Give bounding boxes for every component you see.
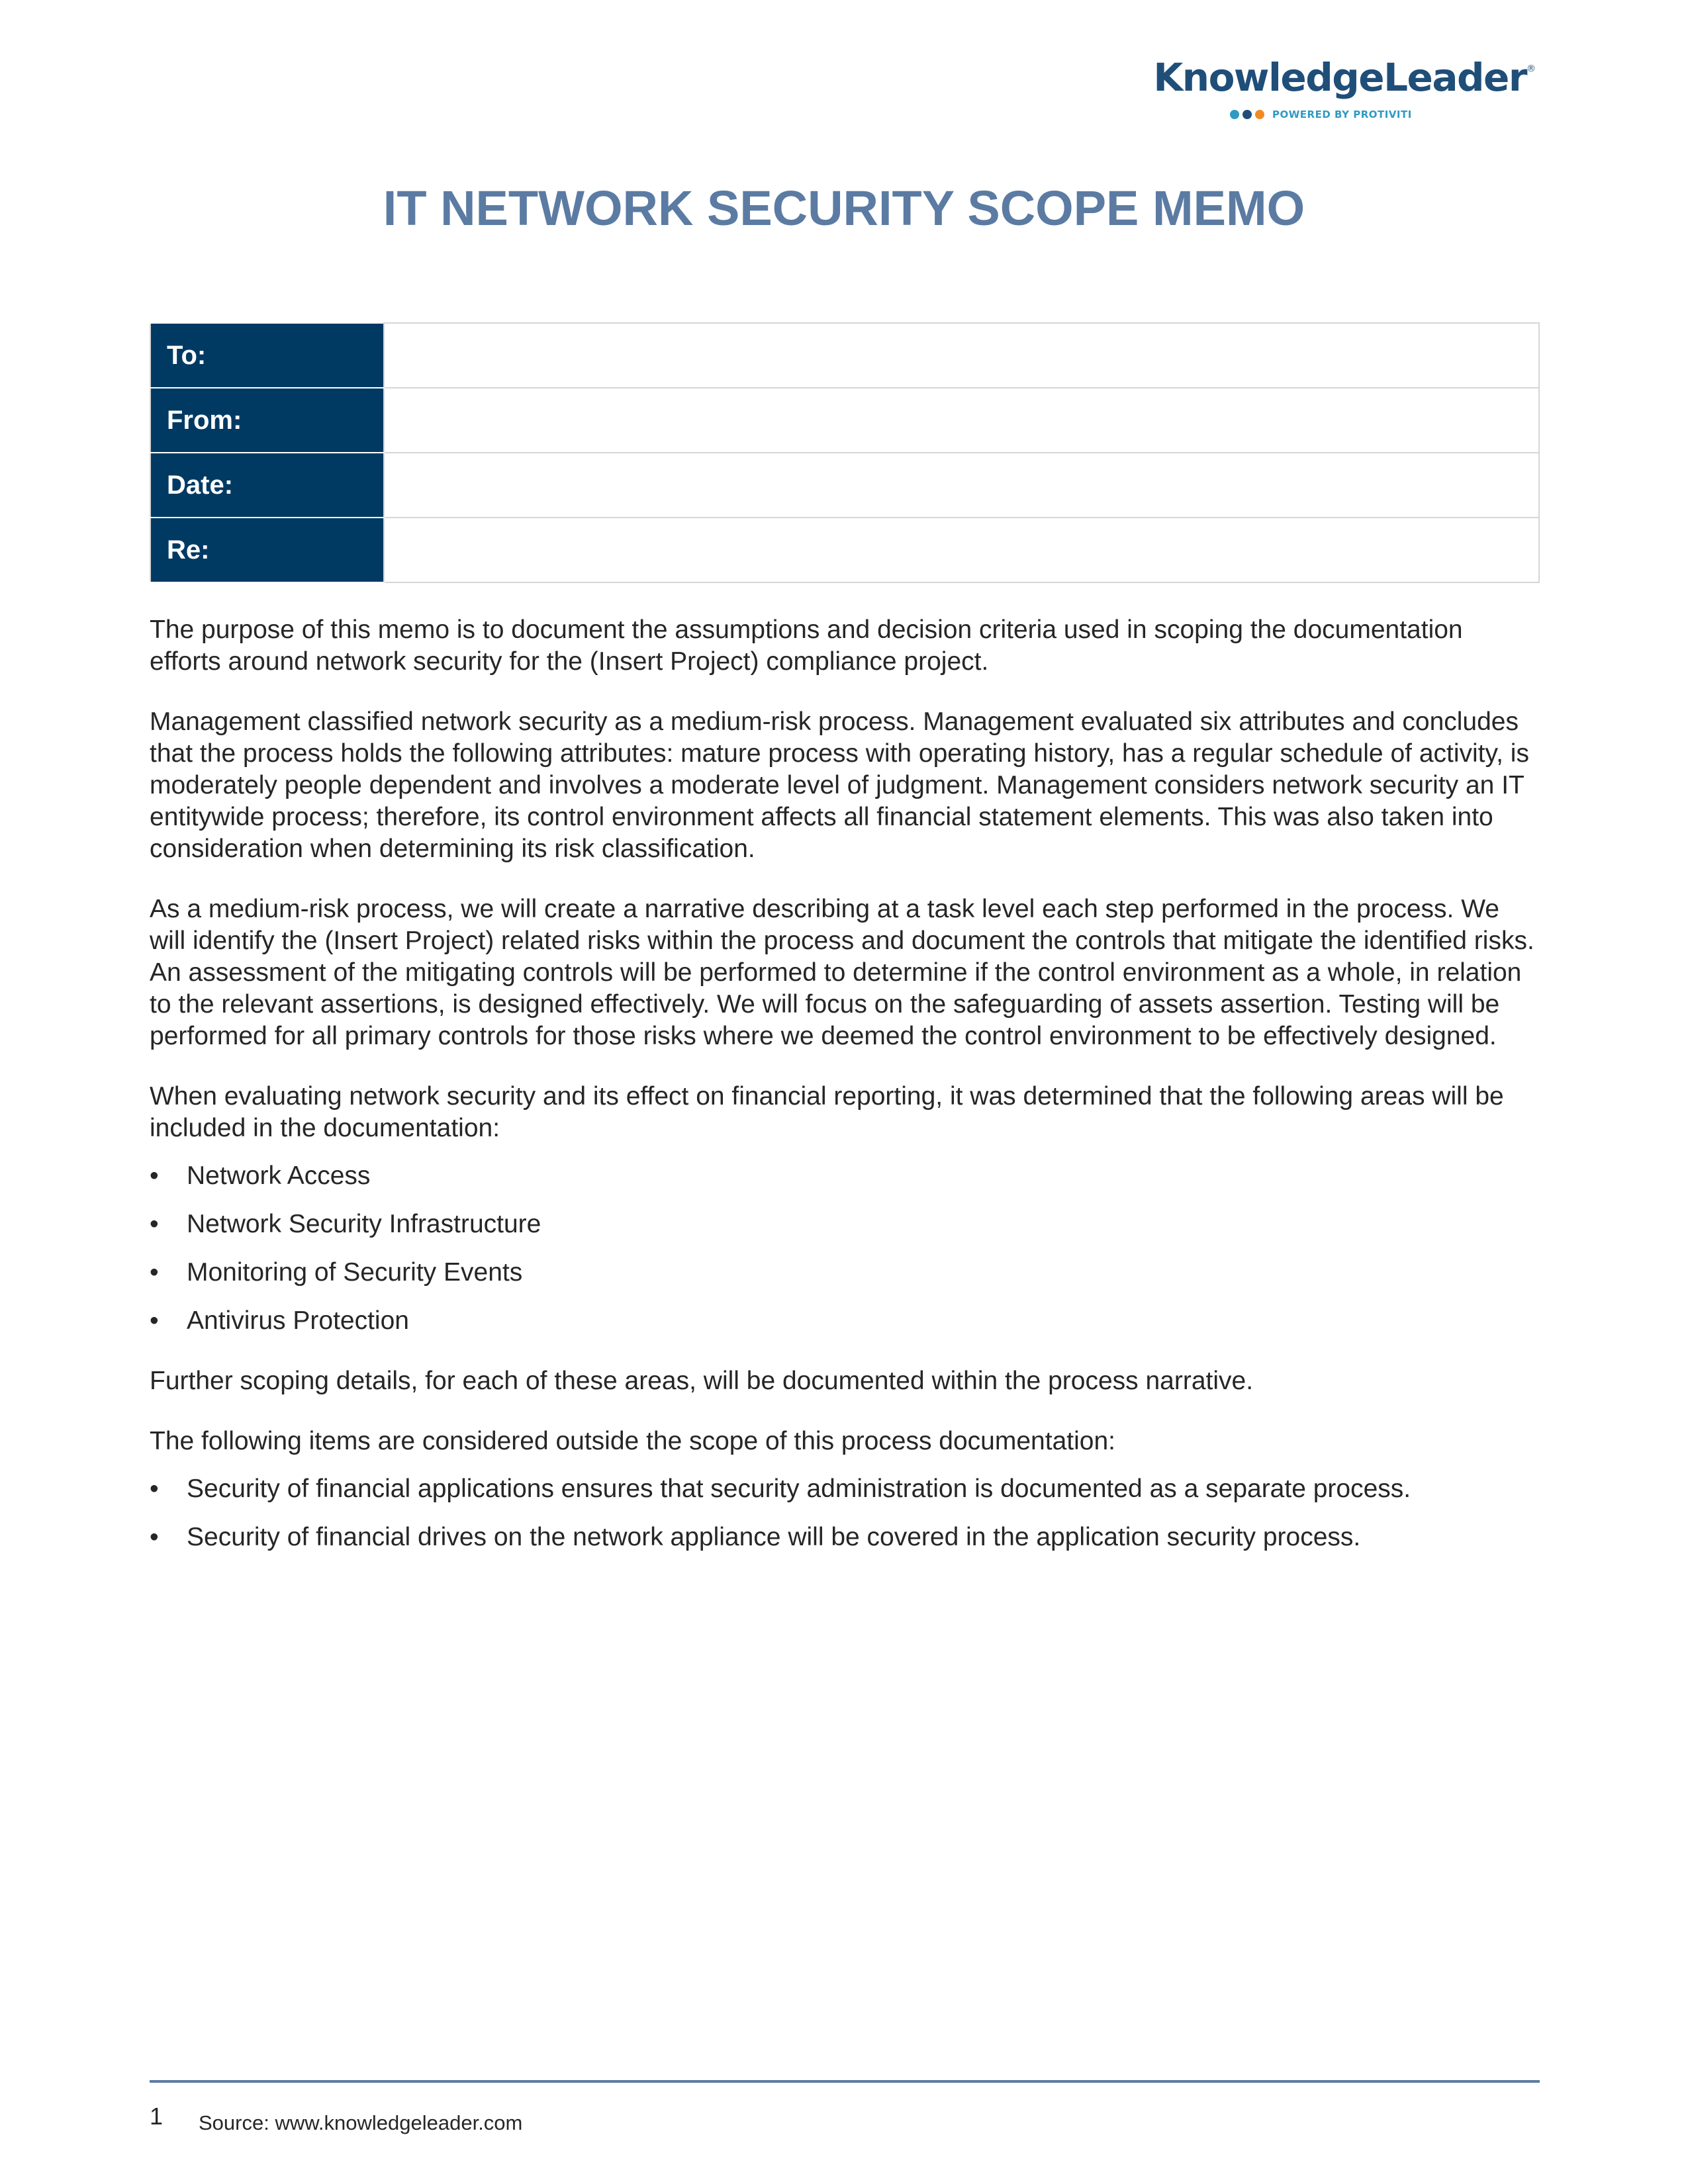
out-of-scope-list (150, 1473, 1540, 1553)
page-title: IT NETWORK SECURITY SCOPE MEMO (383, 181, 1305, 236)
paragraph-further-scoping: Further scoping details, for each of these areas, will be documented within the process narrative. (150, 1367, 1254, 1395)
list-item-text: Monitoring of Security Events (187, 1258, 523, 1287)
memo-row-from (150, 388, 1539, 453)
paragraph-included-areas-intro: When evaluating network security and its effect on financial reporting, it was determined that the following areas will be included in the documentation: (150, 1082, 1504, 1142)
list-item-text: Network Security Infrastructure (187, 1210, 541, 1238)
memo-body (150, 614, 1540, 1582)
memo-value-date[interactable] (384, 453, 1539, 518)
bullet-icon: • (150, 1161, 159, 1190)
list-item-text: Network Access (187, 1161, 371, 1190)
list-item (150, 1522, 1540, 1553)
bullet-icon: • (150, 1475, 159, 1503)
memo-label-date: Date: (150, 453, 384, 518)
list-item (150, 1305, 1540, 1337)
logo-tagline: POWERED BY PROTIVITI (1272, 109, 1412, 120)
memo-row-date (150, 453, 1539, 518)
memo-row-re (150, 518, 1539, 582)
logo-dot-orange (1255, 110, 1264, 119)
page-number: 1 (150, 2103, 164, 2130)
memo-row-to (150, 323, 1539, 388)
memo-value-re[interactable] (384, 518, 1539, 582)
footer-divider (150, 2080, 1540, 2083)
bullet-icon: • (150, 1210, 159, 1238)
list-item (150, 1257, 1540, 1289)
list-item-text: Security of financial applications ensures that security administration is documented as a separate process. (187, 1475, 1411, 1503)
memo-label-from: From: (150, 388, 384, 453)
paragraph-risk-classification: Management classified network security as a medium-risk process. Management evaluated six attributes and concludes that the process holds the following attributes: mature process with operating history, has a regular schedule of activity, is moderately people dependent and involves a moderate level of judgment. Management considers network security an IT entitywide process; therefore, its control environment affects all financial statement elements. This was also taken into consideration when determining its risk classification. (150, 707, 1529, 863)
logo-wordmark: KnowledgeLeader (1153, 55, 1526, 100)
memo-label-re: Re: (150, 518, 384, 582)
logo-registered-mark: ® (1526, 64, 1536, 74)
memo-value-to[interactable] (384, 323, 1539, 388)
list-item (150, 1473, 1540, 1505)
logo-dot-navy (1243, 110, 1252, 119)
list-item (150, 1208, 1540, 1240)
list-item (150, 1160, 1540, 1192)
list-item-text: Security of financial drives on the network appliance will be covered in the application security process. (187, 1523, 1361, 1551)
bullet-icon: • (150, 1258, 159, 1287)
footer-source: Source: www.knowledgeleader.com (199, 2111, 523, 2134)
logo-dot-blue (1230, 110, 1239, 119)
knowledgeleader-logo (1153, 54, 1536, 127)
paragraph-purpose: The purpose of this memo is to document the assumptions and decision criteria used in scoping the documentation efforts around network security for the (Insert Project) compliance project. (150, 615, 1463, 676)
paragraph-out-of-scope-intro: The following items are considered outside the scope of this process documentation: (150, 1427, 1115, 1455)
bullet-icon: • (150, 1523, 159, 1551)
paragraph-approach: As a medium-risk process, we will create a narrative describing at a task level each step performed in the process. We will identify the (Insert Project) related risks within the process and document the controls that mitigate the identified risks. An assessment of the mitigating controls will be performed to determine if the control environment as a whole, in relation to the relevant assertions, is designed effectively. We will focus on the safeguarding of assets assertion. Testing will be performed for all primary controls for those risks where we deemed the control environment to be effectively designed. (150, 895, 1534, 1050)
list-item-text: Antivirus Protection (187, 1306, 409, 1335)
included-areas-list (150, 1160, 1540, 1337)
memo-label-to: To: (150, 323, 384, 388)
memo-value-from[interactable] (384, 388, 1539, 453)
memo-header-table (150, 322, 1540, 583)
bullet-icon: • (150, 1306, 159, 1335)
logo-dots-icon (1230, 109, 1264, 120)
